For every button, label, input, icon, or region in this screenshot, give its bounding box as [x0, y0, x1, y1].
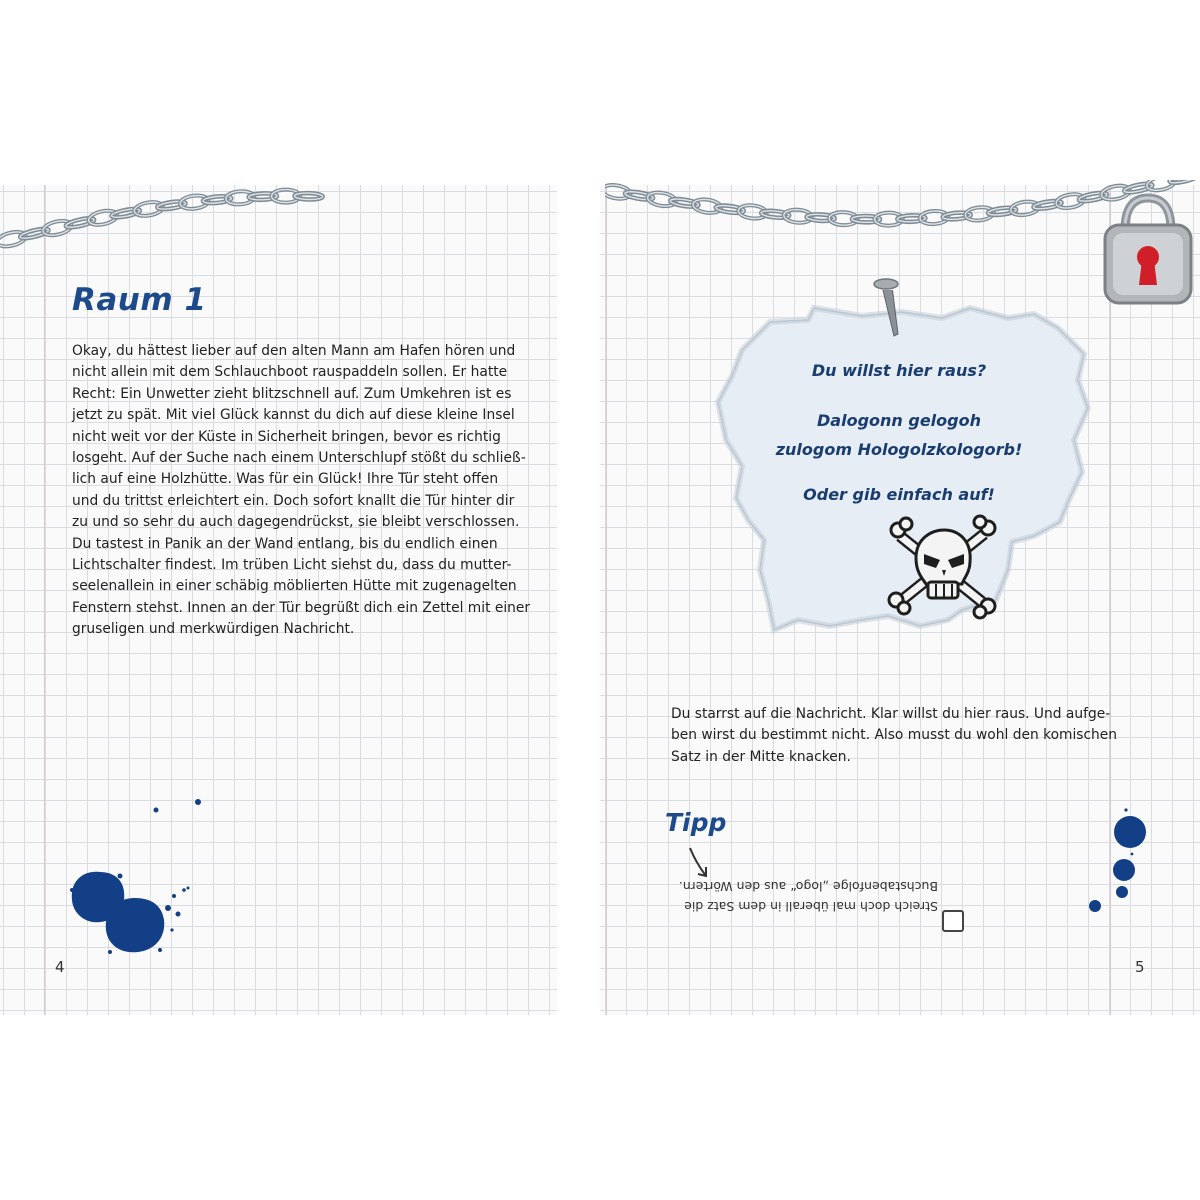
note-line: Oder gib einfach auf! — [803, 485, 995, 504]
note-line: zulogom Hologolzkologorb! — [775, 440, 1023, 459]
padlock-icon — [1105, 198, 1191, 303]
tip-checkbox[interactable] — [942, 910, 964, 932]
text-line: ben wirst du bestimmt nicht. Also musst du wohl den komischen — [671, 727, 1118, 744]
story-paragraph — [72, 341, 542, 641]
text-line: Du tastest in Panik an der Wand entlang, bis du endlich einen — [72, 535, 498, 552]
text-line: zu und so sehr du auch dagegendrückst, sie bleibt verschlossen. — [72, 514, 520, 531]
page-title: Raum 1 — [72, 282, 207, 318]
text-line: Fenstern stehst. Innen an der Tür begrüßt dich ein Zettel mit einer — [72, 599, 531, 616]
note-line: Dalogonn gelogoh — [817, 411, 981, 430]
text-line: nicht allein mit dem Schlauchboot rauspaddeln sollen. Er hatte — [72, 364, 508, 381]
chain-left-icon — [0, 180, 330, 260]
nail-head-icon — [872, 276, 902, 296]
text-line: Satz in der Mitte knacken. — [671, 748, 851, 765]
text-line: losgeht. Auf der Suche nach einem Unterschlupf stößt du schließ- — [72, 450, 526, 467]
tip-line: Buchstabenfolge „logo“ aus den Wörtern. — [678, 879, 938, 894]
skull-crossbones-icon — [882, 510, 1002, 620]
text-line: jetzt zu spät. Mit viel Glück kannst du dich auf diese kleine Insel — [72, 407, 515, 424]
text-line: Okay, du hättest lieber auf den alten Mann am Hafen hören und — [72, 343, 516, 359]
note-line: Du willst hier raus? — [811, 361, 987, 380]
ink-dots-icon — [1080, 800, 1160, 920]
tip-hint-upside-down — [668, 876, 938, 916]
text-line: lich auf eine Holzhütte. Was für ein Glück! Ihre Tür steht offen — [72, 471, 499, 488]
page-margin-line — [44, 185, 45, 1015]
tip-label: Tipp — [665, 808, 727, 837]
page-number-right: 5 — [1135, 958, 1145, 976]
ink-splatter-icon — [60, 790, 210, 960]
tip-line: Streich doch mal überall in dem Satz die — [684, 899, 938, 914]
arrow-icon — [684, 846, 714, 880]
response-paragraph — [671, 704, 1121, 768]
text-line: nicht weit vor der Küste in Sicherheit bringen, bevor es richtig — [72, 428, 501, 445]
text-line: gruseligen und merkwürdigen Nachricht. — [72, 621, 355, 638]
text-line: Du starrst auf die Nachricht. Klar willst du hier raus. Und aufge- — [671, 706, 1111, 722]
book-gutter — [557, 185, 600, 1015]
text-line: seelenallein in einer schäbig möblierten Hütte mit zugenagelten — [72, 578, 517, 595]
text-line: Recht: Ein Unwetter zieht blitzschnell auf. Zum Umkehren ist es — [72, 385, 512, 402]
text-line: Lichtschalter findest. Im trüben Licht siehst du, dass du mutter- — [72, 557, 512, 574]
page-number-left: 4 — [55, 958, 65, 976]
text-line: und du trittst erleichtert ein. Doch sofort knallt die Tür hinter dir — [72, 492, 515, 509]
